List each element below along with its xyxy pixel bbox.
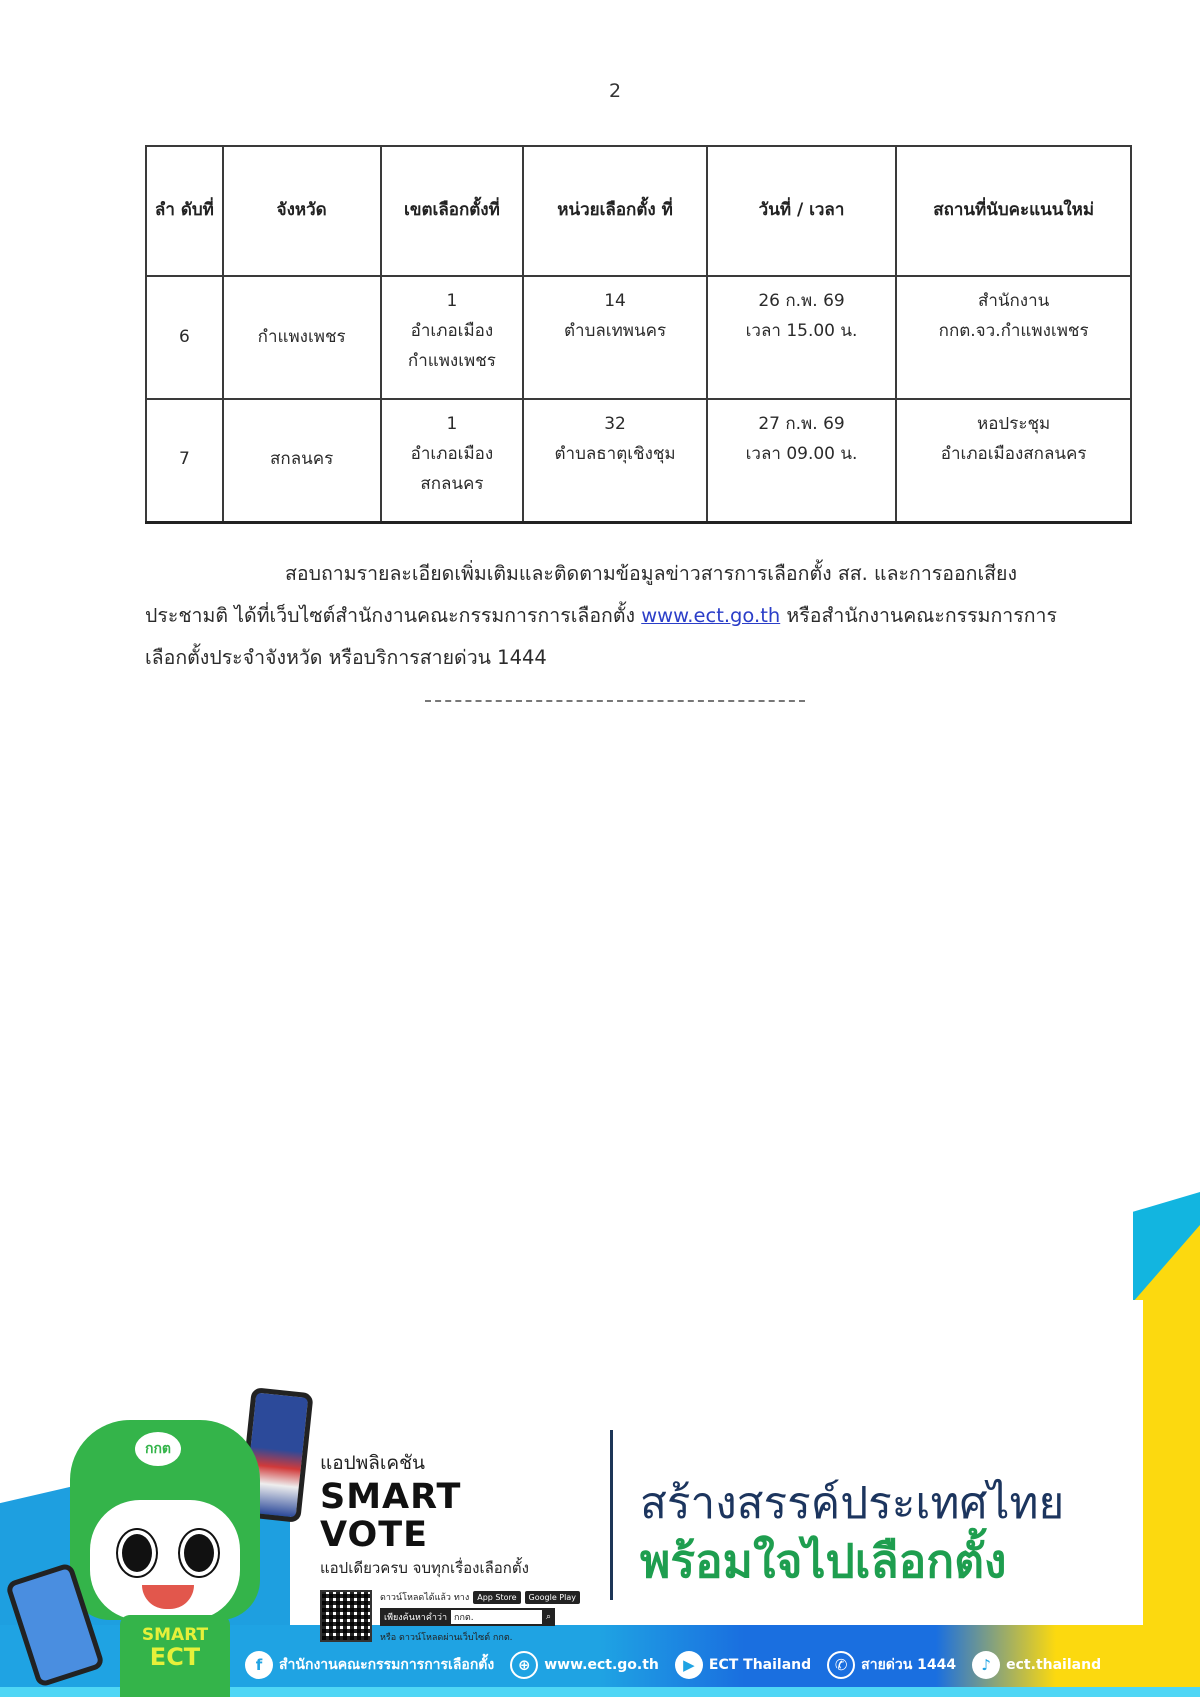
page-number: 2	[608, 80, 622, 102]
footer-facebook[interactable]: f สำนักงานคณะกรรมการการเลือกตั้ง	[245, 1651, 494, 1679]
footer-tiktok[interactable]: ♪ ect.thailand	[972, 1651, 1101, 1679]
footer-youtube[interactable]: ▶ ECT Thailand	[675, 1651, 811, 1679]
recount-schedule-table	[145, 145, 1132, 524]
cell-datetime: 27 ก.พ. 69 เวลา 09.00 น.	[707, 399, 896, 522]
ect-website-link[interactable]: www.ect.go.th	[641, 604, 781, 627]
cell-district: 1 อำเภอเมือง สกลนคร	[381, 399, 524, 522]
banner-divider	[610, 1430, 613, 1600]
table-row	[146, 276, 1131, 399]
header-datetime: วันที่ / เวลา	[707, 146, 896, 276]
tiktok-icon: ♪	[972, 1651, 1000, 1679]
cell-district: 1 อำเภอเมือง กำแพงเพชร	[381, 276, 524, 399]
smart-vote-app-info: แอปพลิเคชัน SMART VOTE แอปเดียวครบ จบทุกเรื่องเลือกตั้ง ดาวน์โหลดได้แล้ว ทาง App Store Google Play เพียงค้นหาคำว่า กกต. ⌕ หรือ ดาวน์โหลดผ่านเว็บไซต์ กกต.	[320, 1448, 580, 1644]
header-unit: หน่วยเลือกตั้ง ที่	[523, 146, 706, 276]
globe-icon: ⊕	[510, 1651, 538, 1679]
cell-province: สกลนคร	[223, 399, 381, 522]
slogan-line-2: พร้อมใจไปเลือกตั้ง	[640, 1534, 1007, 1588]
header-province: จังหวัด	[223, 146, 381, 276]
header-venue: สถานที่นับคะแนนใหม่	[896, 146, 1131, 276]
mascot-label: SMART ECT	[141, 1625, 209, 1671]
cell-venue: สำนักงาน กกต.จว.กำแพงเพชร	[896, 276, 1131, 399]
contact-paragraph: สอบถามรายละเอียดเพิ่มเติมและติดตามข้อมูลข่าวสารการเลือกตั้ง สส. และการออกเสียงประชามติ ได้ที่เว็บไซต์สำนักงานคณะกรรมการการเลือกตั้ง www.ect.go.th หรือสำนักงานคณะกรรมการการเลือกตั้งประจำจังหวัด หรือบริการสายด่วน 1444	[145, 562, 1057, 669]
cell-venue: หอประชุม อำเภอเมืองสกลนคร	[896, 399, 1131, 522]
footer-contacts	[245, 1651, 1107, 1679]
footer-hotline[interactable]: ✆ สายด่วน 1444	[827, 1651, 956, 1679]
slogan-line-1: สร้างสรรค์ประเทศไทย	[640, 1478, 1065, 1529]
cell-datetime: 26 ก.พ. 69 เวลา 15.00 น.	[707, 276, 896, 399]
app-search-hint: เพียงค้นหาคำว่า กกต. ⌕	[380, 1608, 555, 1626]
header-no: ลำ ดับที่	[146, 146, 223, 276]
footer-website[interactable]: ⊕ www.ect.go.th	[510, 1651, 659, 1679]
smart-vote-banner	[0, 1180, 1200, 1697]
end-of-text-dashed-line	[425, 700, 805, 702]
youtube-play-icon: ▶	[675, 1651, 703, 1679]
qr-code-icon	[320, 1590, 372, 1642]
search-icon: ⌕	[545, 1612, 551, 1622]
mascot-eye-icon	[118, 1530, 156, 1576]
cell-no: 7	[146, 399, 223, 522]
phone-icon: ✆	[827, 1651, 855, 1679]
cell-unit: 32 ตำบลธาตุเชิงชุม	[523, 399, 706, 522]
mascot-badge: กกต	[135, 1432, 181, 1466]
cell-province: กำแพงเพชร	[223, 276, 381, 399]
mascot-eye-icon	[180, 1530, 218, 1576]
app-title: SMART VOTE	[320, 1477, 462, 1555]
cell-unit: 14 ตำบลเทพนคร	[523, 276, 706, 399]
table-row	[146, 399, 1131, 522]
facebook-icon: f	[245, 1651, 273, 1679]
cell-no: 6	[146, 276, 223, 399]
table-header-row	[146, 146, 1131, 276]
google-play-badge[interactable]: Google Play	[525, 1591, 580, 1604]
header-district: เขตเลือกตั้งที่	[381, 146, 524, 276]
app-store-badge[interactable]: App Store	[473, 1591, 520, 1604]
